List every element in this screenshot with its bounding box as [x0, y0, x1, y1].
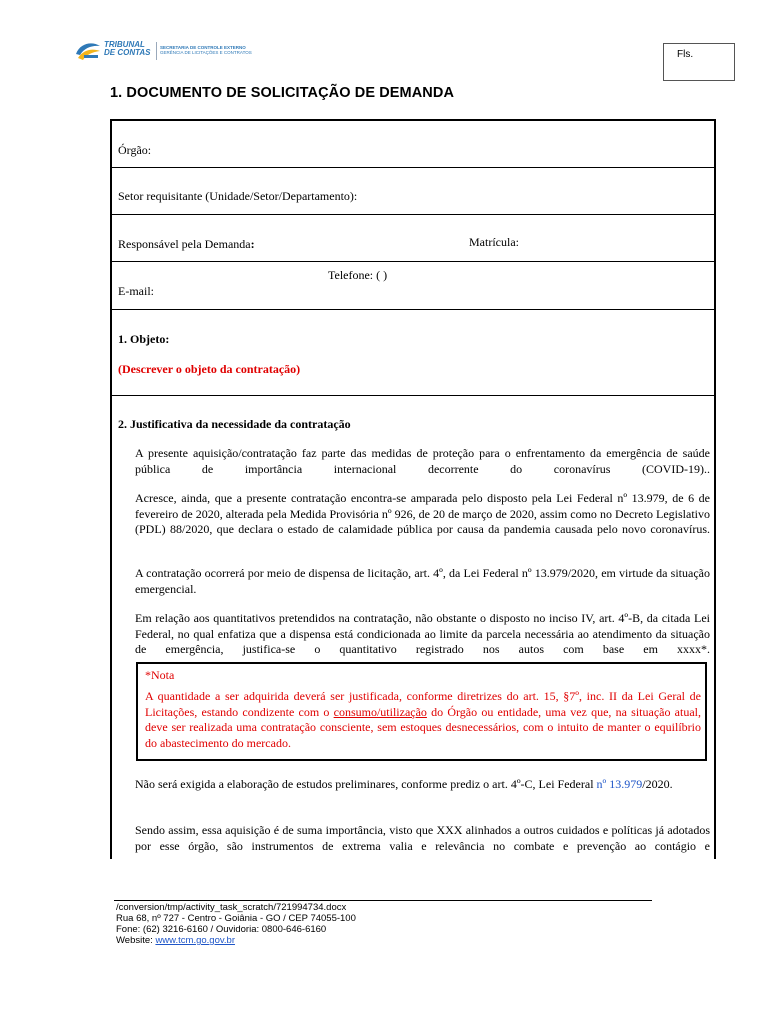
- telefone-label: Telefone: ( ): [328, 268, 388, 282]
- row-contato: [112, 262, 714, 310]
- matricula-label: Matrícula:: [469, 235, 519, 249]
- logo: [74, 40, 254, 64]
- objeto-placeholder: (Descrever o objeto da contratação): [118, 362, 301, 376]
- section-objeto: [112, 310, 714, 396]
- objeto-title: 1. Objeto:: [118, 332, 170, 346]
- note-label: *Nota: [145, 668, 175, 682]
- logo-org-name: TRIBUNAL DE CONTAS: [104, 40, 151, 57]
- lei-link[interactable]: nº 13.979: [596, 777, 643, 791]
- footer-path: /conversion/tmp/activity_task_scratch/721994734.docx: [116, 902, 347, 913]
- row-setor: [112, 168, 714, 215]
- justificativa-paragraph-2: Acresce, ainda, que a presente contratação encontra-se amparada pelo disposto pela Lei Federal nº 13.979, de 6 de fevereiro de 2020, alterada pela Medida Provisória nº 926, de 20 de março de 2020, assim como no Decreto Legislativo (PDL) 88/2020, que declara o estado de calamidade pública por causa da pandemia causada pelo novo coronavírus.: [135, 491, 710, 536]
- orgao-label: Órgão:: [118, 143, 152, 157]
- justificativa-paragraph-6: Sendo assim, essa aquisição é de suma importância, visto que XXX alinhados a outros cuidados e políticas já adotados por esse órgão, são instrumentos de extrema valia e relevância no combate e prevenção ao contágio e: [135, 823, 710, 853]
- setor-label: Setor requisitante (Unidade/Setor/Departamento):: [118, 189, 358, 203]
- footer-website: Website: www.tcm.go.gov.br: [116, 935, 235, 946]
- justificativa-paragraph-1: A presente aquisição/contratação faz parte das medidas de proteção para o enfrentamento da emergência de saúde pública de importância internacional decorrente do coronavírus (COVID-19)..: [135, 446, 710, 476]
- logo-emblem-icon: [74, 40, 102, 62]
- document-title: 1. DOCUMENTO DE SOLICITAÇÃO DE DEMANDA: [110, 85, 455, 101]
- email-label: E-mail:: [118, 284, 154, 298]
- justificativa-title: 2. Justificativa da necessidade da contratação: [118, 417, 351, 431]
- responsavel-label: Responsável pela Demanda:: [118, 237, 255, 251]
- note-text: A quantidade a ser adquirida deverá ser justificada, conforme diretrizes do art. 15, §7º, inc. II da Lei Geral de Licitações, estando condizente com o consumo/utilização do Órgão ou entidade, uma vez que, na situação atual, deve ser realizada uma contratação consciente, sem estoques desnecessários, com o intuito de manter o equilíbrio do abastecimento do mercado.: [145, 689, 701, 750]
- website-link[interactable]: www.tcm.go.gov.br: [155, 935, 235, 946]
- row-responsavel: [112, 215, 714, 262]
- justificativa-paragraph-4: Em relação aos quantitativos pretendidos na contratação, não obstante o disposto no inciso IV, art. 4º-B, da citada Lei Federal, no qual enfatiza que a dispensa está condicionada ao limite da parcela necessária ao atendimento da situação de emergência, justifica-se o quantitativo registrado nos autos com base em xxxx*.: [135, 611, 710, 656]
- demand-form: [110, 119, 716, 859]
- footer-phone: Fone: (62) 3216-6160 / Ouvidoria: 0800-646-6160: [116, 924, 327, 935]
- justificativa-paragraph-5: Não será exigida a elaboração de estudos preliminares, conforme prediz o art. 4º-C, Lei Federal nº 13.979/2020.: [135, 777, 673, 791]
- fls-box: [663, 43, 735, 81]
- footer-address: Rua 68, nº 727 - Centro - Goiânia - GO / CEP 74055-100: [116, 913, 356, 924]
- footer-divider: [114, 900, 652, 901]
- row-orgao: [112, 121, 714, 168]
- logo-department: SECRETARIA DE CONTROLE EXTERNO GERÊNCIA DE LICITAÇÕES E CONTRATOS: [160, 45, 252, 55]
- logo-divider: [156, 42, 157, 60]
- justificativa-paragraph-3: A contratação ocorrerá por meio de dispensa de licitação, art. 4º, da Lei Federal nº 13.979/2020, em virtude da situação emergencial.: [135, 566, 710, 596]
- note-box: [136, 662, 707, 761]
- fls-label: Fls.: [677, 49, 694, 60]
